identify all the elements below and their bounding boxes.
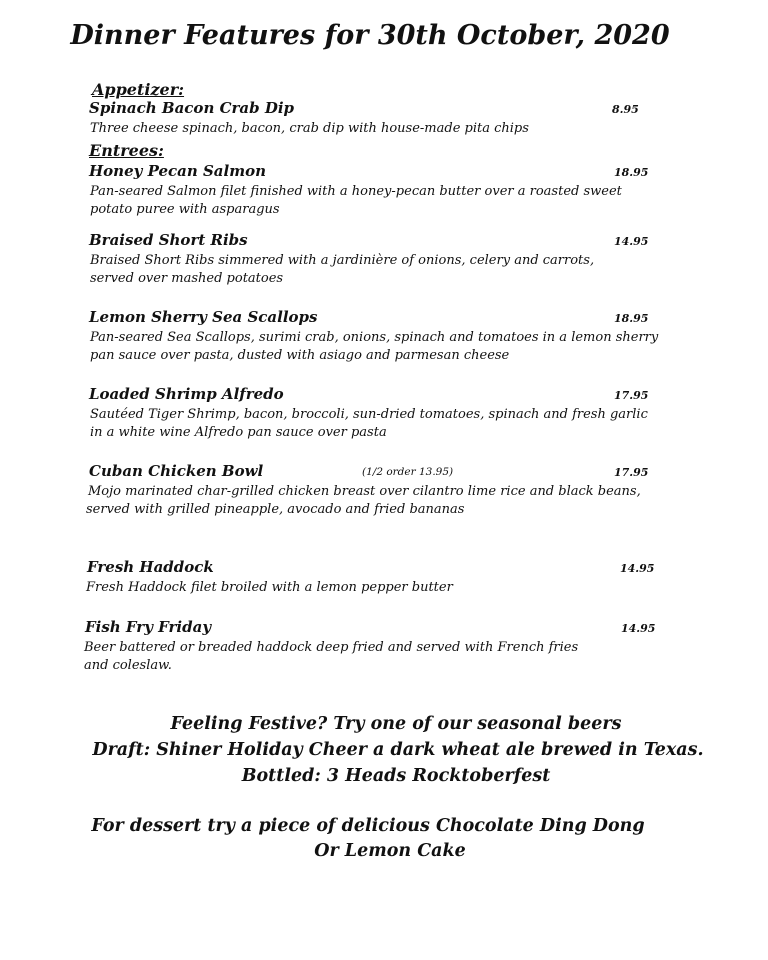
item-description: Pan-seared Salmon filet finished with a honey-pecan butter over a roasted sweet xyxy=(90,184,622,199)
item-name: Lemon Sherry Sea Scallops xyxy=(89,308,318,326)
item-price: 14.95 xyxy=(620,562,655,575)
item-price: 14.95 xyxy=(621,622,656,635)
item-name: Fresh Haddock xyxy=(87,558,214,576)
beer-draft: Draft: Shiner Holiday Cheer a dark wheat ale brewed in Texas. xyxy=(92,740,704,760)
section-entrees: Entrees: xyxy=(89,141,164,160)
item-price: 18.95 xyxy=(614,312,649,325)
item-name: Braised Short Ribs xyxy=(89,231,248,249)
item-price: 18.95 xyxy=(614,166,649,179)
item-name: Honey Pecan Salmon xyxy=(89,162,266,180)
item-description-cont: served with grilled pineapple, avocado and fried bananas xyxy=(86,502,465,517)
item-name: Cuban Chicken Bowl xyxy=(89,462,264,480)
item-description-cont: served over mashed potatoes xyxy=(90,271,284,286)
section-appetizer: Appetizer: xyxy=(92,80,185,99)
item-price: 17.95 xyxy=(614,389,649,402)
item-description: Three cheese spinach, bacon, crab dip with house-made pita chips xyxy=(90,121,529,136)
item-description-cont: in a white wine Alfredo pan sauce over pasta xyxy=(90,425,387,440)
item-price: 17.95 xyxy=(614,466,649,479)
item-name: Spinach Bacon Crab Dip xyxy=(89,99,295,117)
item-description: Beer battered or breaded haddock deep fried and served with French fries xyxy=(84,640,579,655)
item-description-cont: potato puree with asparagus xyxy=(90,202,280,217)
item-description-cont: and coleslaw. xyxy=(84,658,172,673)
item-description: Fresh Haddock filet broiled with a lemon pepper butter xyxy=(86,580,453,595)
beer-intro: Feeling Festive? Try one of our seasonal beers xyxy=(170,714,622,734)
item-description: Sautéed Tiger Shrimp, bacon, broccoli, sun-dried tomatoes, spinach and fresh garlic xyxy=(90,407,648,422)
item-description: Braised Short Ribs simmered with a jardinière of onions, celery and carrots, xyxy=(90,253,595,268)
item-name: Loaded Shrimp Alfredo xyxy=(89,385,284,403)
item-description-cont: pan sauce over pasta, dusted with asiago and parmesan cheese xyxy=(90,348,510,363)
item-description: Mojo marinated char-grilled chicken breast over cilantro lime rice and black beans, xyxy=(88,484,641,499)
item-name: Fish Fry Friday xyxy=(85,618,212,636)
item-price: 8.95 xyxy=(612,103,639,116)
half-order-note: (1/2 order 13.95) xyxy=(362,466,454,478)
beer-bottled: Bottled: 3 Heads Rocktoberfest xyxy=(241,766,551,786)
dessert-line-cont: Or Lemon Cake xyxy=(314,841,466,861)
page-title: Dinner Features for 30th October, 2020 xyxy=(70,20,670,51)
dessert-line: For dessert try a piece of delicious Chocolate Ding Dong xyxy=(91,816,645,836)
item-price: 14.95 xyxy=(614,235,649,248)
item-description: Pan-seared Sea Scallops, surimi crab, onions, spinach and tomatoes in a lemon sherry xyxy=(90,330,659,345)
